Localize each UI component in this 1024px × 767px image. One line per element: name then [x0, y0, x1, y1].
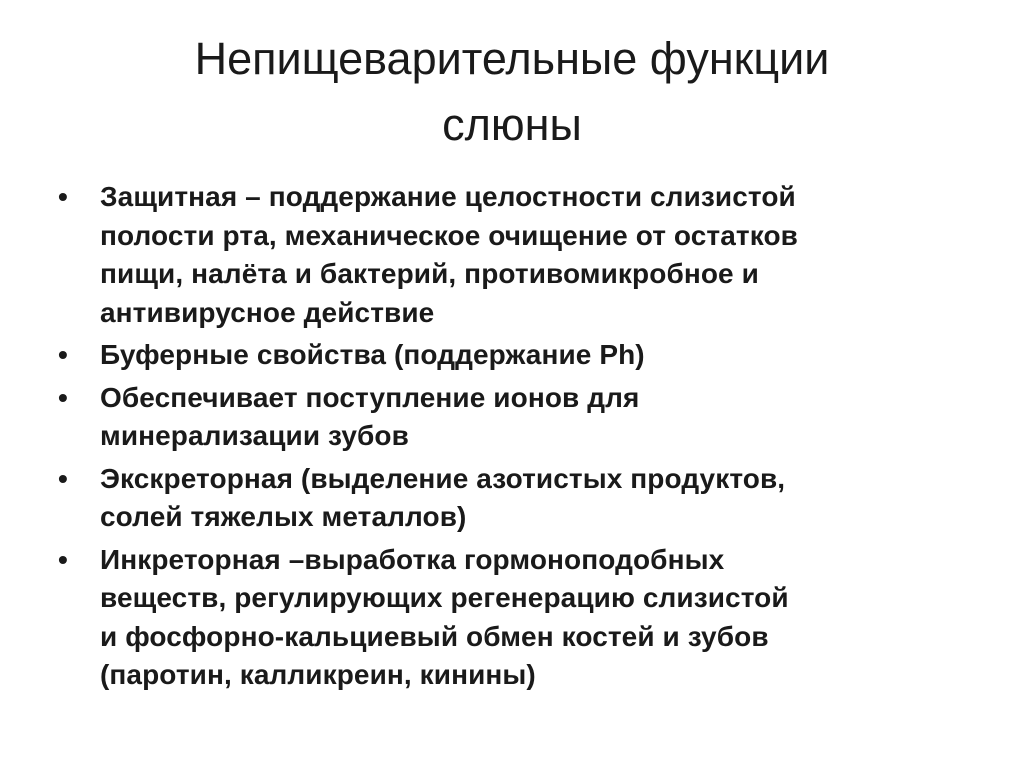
bullet-marker: •: [58, 339, 68, 370]
bullet-line: Обеспечивает поступление ионов для: [100, 381, 640, 413]
bullet-line: Инкреторная –выработка гормоноподобных: [100, 543, 725, 575]
bullet-line: солей тяжелых металлов): [100, 501, 467, 532]
bullet-line: и фосфорно-кальциевый обмен костей и зубов: [100, 620, 769, 652]
slide-title-line-1: Непищеварительные функции: [194, 33, 830, 84]
bullet-text: [100, 541, 986, 695]
bullet-item-excretory: [56, 460, 986, 537]
bullet-line: Защитная – поддержание целостности слизистой: [100, 181, 796, 212]
bullet-line: минерализации зубов: [100, 420, 409, 451]
slide-title: [70, 26, 954, 158]
bullet-marker: •: [58, 462, 68, 494]
bullet-line: Экскреторная (выделение азотистых продуктов,: [100, 462, 786, 494]
bullet-line: полости рта, механическое очищение от остатков: [100, 219, 798, 251]
bullet-item-buffer: [56, 336, 986, 375]
bullet-marker: •: [58, 543, 68, 575]
bullet-text: [100, 460, 986, 537]
bullet-item-incretory: [56, 541, 986, 695]
bullet-text: [100, 336, 986, 375]
bullet-line: Буферные свойства (поддержание Ph): [100, 339, 645, 370]
bullet-line: пищи, налёта и бактерий, противомикробное и: [100, 258, 759, 289]
bullet-line: веществ, регулирующих регенерацию слизистой: [100, 582, 789, 613]
bullet-item-mineralization: [56, 379, 986, 456]
bullet-list: [56, 178, 986, 699]
slide-title-line-2: слюны: [442, 99, 582, 150]
bullet-marker: •: [58, 181, 68, 212]
bullet-marker: •: [58, 381, 68, 413]
bullet-text: [100, 379, 986, 456]
bullet-line: (паротин, калликреин, кинины): [100, 659, 536, 690]
bullet-item-protective: [56, 178, 986, 332]
bullet-text: [100, 178, 986, 332]
bullet-line: антивирусное действие: [100, 296, 435, 328]
